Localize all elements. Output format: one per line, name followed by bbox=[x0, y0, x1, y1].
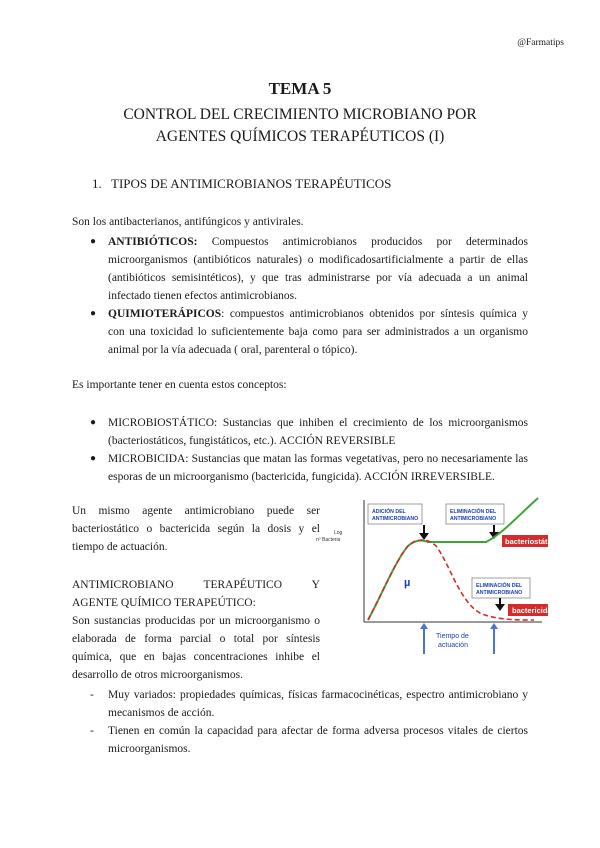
arrow-down-icon bbox=[495, 598, 505, 611]
concept-text: MICROBICIDA: Sustancias que matan las formas vegetativas, pero no necesariamente las esporas de un microorganismo (bactericida, fungicida). ACCIÓN IRREVERSIBLE. bbox=[108, 453, 528, 483]
bactericida-label: bactericida bbox=[512, 606, 552, 615]
page-title bbox=[60, 104, 540, 148]
concepts-intro: Es importante tener en cuenta estos conceptos: bbox=[72, 379, 287, 391]
agent-definition: Son sustancias producidas por un microorganismo o elaborada de forma parcial o total por síntesis química, que en bajas concentraciones inhibe el desarrollo de otros microorganismos. bbox=[72, 615, 320, 681]
concept-text: MICROBIOSTÁTICO: Sustancias que inhiben el crecimiento de los microorganismos (bacteriostáticos, fungistáticos, etc.). ACCIÓN REVERSIBLE bbox=[108, 417, 528, 447]
arrow-up-icon bbox=[420, 623, 428, 654]
list-item bbox=[88, 450, 528, 486]
arrow-up-icon bbox=[490, 623, 498, 654]
concepts-list bbox=[88, 414, 528, 486]
section-title: TIPOS DE ANTIMICROBIANOS TERAPÉUTICOS bbox=[111, 176, 392, 191]
y-axis-label-line-1: Log bbox=[334, 530, 343, 536]
list-item bbox=[88, 233, 528, 305]
list-item bbox=[88, 686, 528, 722]
elim-top-line-1: ELIMINACIÓN DEL bbox=[450, 509, 497, 515]
same-agent-paragraph: Un mismo agente antimicrobiano puede ser bacteriostático o bactericida según la dosis y el tiempo de actuación. bbox=[72, 505, 320, 553]
agent-heading-line-1: ANTIMICROBIANO TERAPÉUTICO Y bbox=[72, 579, 320, 591]
bullet-icon: ● bbox=[90, 308, 97, 319]
y-axis-label-line-2: nº Bacteria bbox=[316, 537, 341, 543]
intro-paragraph: Son los antibacterianos, antifúngicos y antivirales. bbox=[72, 216, 304, 228]
property-text: Tienen en común la capacidad para afectar de forma adversa procesos vitales de ciertos microorganismos. bbox=[108, 725, 528, 755]
term-text: : compuestos antimicrobianos obtenidos por síntesis química y con una toxicidad lo suficientemente baja como para ser administrados a un organismo animal por la vía adecuada ( oral, parenteral o tópico). bbox=[108, 308, 528, 356]
title-line-2: AGENTES QUÍMICOS TERAPÉUTICOS (I) bbox=[155, 128, 445, 145]
term: QUIMIOTERÁPICOS bbox=[108, 308, 222, 320]
arrow-down-icon bbox=[419, 525, 429, 540]
tiempo-label-line-1: Tiempo de bbox=[436, 633, 469, 640]
section-number: 1. bbox=[92, 176, 102, 191]
term: ANTIBIÓTICOS: bbox=[108, 236, 198, 248]
header-handle: @Farmatips bbox=[517, 38, 564, 48]
elim-top-line-2: ANTIMICROBIANO bbox=[450, 516, 497, 522]
bullet-icon: ● bbox=[90, 417, 97, 428]
title-line-1: CONTROL DEL CRECIMIENTO MICROBIANO POR bbox=[123, 106, 477, 123]
list-item bbox=[88, 305, 528, 359]
tema-title: TEMA 5 bbox=[268, 79, 332, 98]
bacteriostatico-label: bacteriostático bbox=[505, 537, 559, 546]
section-heading bbox=[92, 176, 391, 192]
growth-figure bbox=[312, 494, 559, 656]
term-text: Compuestos antimicrobianos producidos por determinados microorganismos (antibióticos naturales) o modificadosartificialmente a partir de ellas (antibióticos semisintéticos), y que tras administrarse por vía adecuada a un animal infectado tienen efectos antimicrobianos. bbox=[108, 236, 528, 302]
adicion-label-line-2: ANTIMICROBIANO bbox=[372, 516, 419, 522]
list-item bbox=[88, 414, 528, 450]
agent-heading bbox=[72, 576, 320, 612]
bullet-icon: ● bbox=[90, 236, 97, 247]
agent-heading-line-2: AGENTE QUÍMICO TERAPEÚTICO: bbox=[72, 597, 256, 609]
types-list bbox=[88, 233, 528, 359]
dash-icon: - bbox=[90, 689, 94, 701]
elim-bottom-line-2: ANTIMICROBIANO bbox=[476, 590, 523, 596]
mu-symbol: µ bbox=[404, 577, 411, 589]
tiempo-label-line-2: actuación bbox=[438, 642, 468, 649]
list-item bbox=[88, 722, 528, 758]
bullet-icon: ● bbox=[90, 453, 97, 464]
elim-bottom-line-1: ELIMINACIÓN DEL bbox=[476, 583, 523, 589]
adicion-label-line-1: ADICIÓN DEL bbox=[372, 509, 406, 515]
property-text: Muy variados: propiedades químicas, físicas farmacocinéticas, espectro antimicrobiano y mecanismos de acción. bbox=[108, 689, 528, 719]
properties-list bbox=[88, 686, 528, 758]
dash-icon: - bbox=[90, 725, 94, 737]
